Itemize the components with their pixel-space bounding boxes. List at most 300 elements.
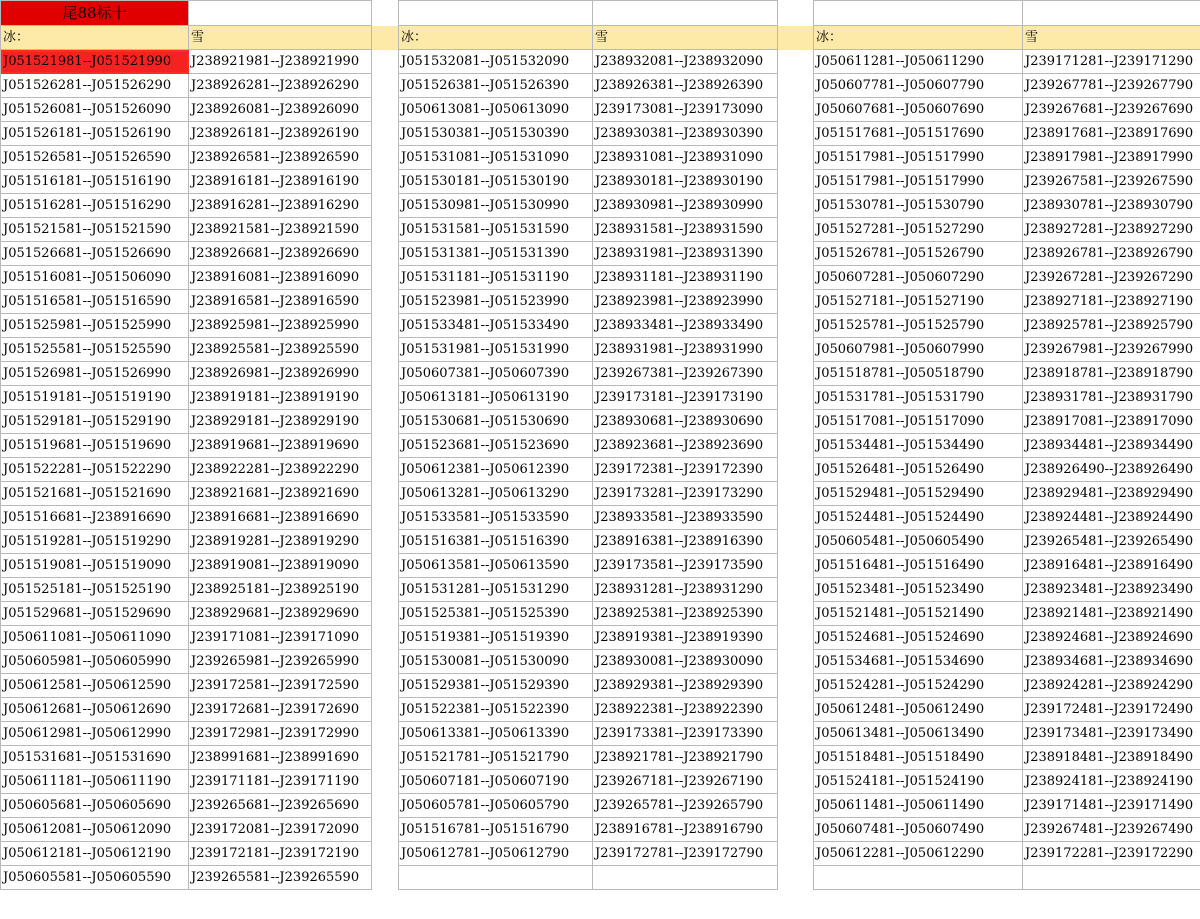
- snow-range-cell[interactable]: J238933481--J238933490: [593, 314, 778, 338]
- ice-range-cell[interactable]: J050607681--J050607690: [814, 98, 1023, 122]
- snow-range-cell[interactable]: J238926981--J238926990: [189, 362, 372, 386]
- header-snow-cell[interactable]: 雪: [593, 26, 778, 50]
- snow-range-cell[interactable]: J239265781--J239265790: [593, 794, 778, 818]
- snow-range-cell[interactable]: J238932081--J238932090: [593, 50, 778, 74]
- snow-range-cell[interactable]: J238921481--J238921490: [1023, 602, 1200, 626]
- ice-range-cell[interactable]: J051533481--J051533490: [399, 314, 593, 338]
- ice-range-cell[interactable]: J051516181--J051516190: [1, 170, 189, 194]
- gap-cell[interactable]: [372, 194, 399, 218]
- ice-range-cell[interactable]: J051526381--J051526390: [399, 74, 593, 98]
- snow-range-cell[interactable]: J238919081--J238919090: [189, 554, 372, 578]
- ice-range-cell[interactable]: J051521681--J051521690: [1, 482, 189, 506]
- gap-cell[interactable]: [778, 194, 814, 218]
- ice-range-cell[interactable]: J050612781--J050612790: [399, 842, 593, 866]
- ice-range-cell[interactable]: J050611081--J050611090: [1, 626, 189, 650]
- ice-range-cell[interactable]: J051522281--J051522290: [1, 458, 189, 482]
- ice-range-cell[interactable]: J051525581--J051525590: [1, 338, 189, 362]
- ice-range-cell[interactable]: J050612581--J050612590: [1, 674, 189, 698]
- gap-cell[interactable]: [372, 770, 399, 794]
- snow-range-cell[interactable]: J238927281--J238927290: [1023, 218, 1200, 242]
- snow-range-cell[interactable]: J238923681--J238923690: [593, 434, 778, 458]
- snow-range-cell[interactable]: J238930781--J238930790: [1023, 194, 1200, 218]
- snow-range-cell[interactable]: J238917681--J238917690: [1023, 122, 1200, 146]
- header-row: [1, 26, 1200, 50]
- snow-range-cell[interactable]: J238931581--J238931590: [593, 218, 778, 242]
- gap-cell[interactable]: [778, 458, 814, 482]
- ice-range-cell[interactable]: J051516581--J051516590: [1, 290, 189, 314]
- snow-range-cell[interactable]: J239267181--J239267190: [593, 770, 778, 794]
- gap-cell[interactable]: [778, 482, 814, 506]
- snow-range-cell[interactable]: J239265481--J239265490: [1023, 530, 1200, 554]
- snow-range-cell[interactable]: J239171281--J239171290: [1023, 50, 1200, 74]
- ice-range-cell[interactable]: J051523481--J051523490: [814, 578, 1023, 602]
- snow-range-cell[interactable]: J239172681--J239172690: [189, 698, 372, 722]
- snow-range-cell[interactable]: J239171181--J239171190: [189, 770, 372, 794]
- snow-range-cell[interactable]: J238924481--J238924490: [1023, 506, 1200, 530]
- snow-range-cell[interactable]: J238921981--J238921990: [189, 50, 372, 74]
- snow-range-cell[interactable]: J239172781--J239172790: [593, 842, 778, 866]
- ice-range-cell[interactable]: J050612681--J050612690: [1, 698, 189, 722]
- ice-range-cell[interactable]: J051532081--J051532090: [399, 50, 593, 74]
- ice-range-cell[interactable]: J051521781--J051521790: [399, 746, 593, 770]
- gap-cell[interactable]: [372, 842, 399, 866]
- gap-cell[interactable]: [372, 578, 399, 602]
- ice-range-cell[interactable]: J051516081--J051506090: [1, 266, 189, 290]
- snow-range-cell[interactable]: J238929681--J238929690: [189, 602, 372, 626]
- ice-range-cell[interactable]: J050605481--J050605490: [814, 530, 1023, 554]
- ice-range-cell[interactable]: J051534681--J051534690: [814, 650, 1023, 674]
- gap-cell[interactable]: [778, 794, 814, 818]
- gap-cell[interactable]: [372, 170, 399, 194]
- snow-range-cell[interactable]: J238919181--J238919190: [189, 386, 372, 410]
- snow-range-cell[interactable]: J238926081--J238926090: [189, 98, 372, 122]
- gap-cell[interactable]: [778, 74, 814, 98]
- ice-range-cell[interactable]: J051525781--J051525790: [814, 314, 1023, 338]
- snow-range-cell[interactable]: J238924281--J238924290: [1023, 674, 1200, 698]
- ice-range-cell[interactable]: J051527281--J051527290: [814, 218, 1023, 242]
- gap-cell[interactable]: [372, 602, 399, 626]
- snow-range-cell[interactable]: J238926281--J238926290: [189, 74, 372, 98]
- table-row: [1, 818, 1200, 842]
- gap-cell[interactable]: [778, 530, 814, 554]
- ice-range-cell[interactable]: J051526281--J051526290: [1, 74, 189, 98]
- ice-range-cell[interactable]: J050605781--J050605790: [399, 794, 593, 818]
- snow-range-cell[interactable]: J239172581--J239172590: [189, 674, 372, 698]
- gap-cell[interactable]: [372, 1, 399, 26]
- snow-range-cell[interactable]: J239267681--J239267690: [1023, 98, 1200, 122]
- snow-range-cell[interactable]: J238931781--J238931790: [1023, 386, 1200, 410]
- snow-range-cell[interactable]: J239267981--J239267990: [1023, 338, 1200, 362]
- ice-range-cell[interactable]: J051519181--J051519190: [1, 386, 189, 410]
- ice-range-cell[interactable]: J051516781--J051516790: [399, 818, 593, 842]
- gap-cell[interactable]: [372, 386, 399, 410]
- ice-range-cell[interactable]: J050607781--J050607790: [814, 74, 1023, 98]
- gap-cell[interactable]: [372, 506, 399, 530]
- snow-range-cell[interactable]: J239172381--J239172390: [593, 458, 778, 482]
- table-row: [1, 506, 1200, 530]
- ice-range-cell[interactable]: J051529681--J051529690: [1, 602, 189, 626]
- gap-cell[interactable]: [778, 506, 814, 530]
- snow-range-cell[interactable]: J238931281--J238931290: [593, 578, 778, 602]
- snow-range-cell[interactable]: J239265581--J239265590: [189, 866, 372, 890]
- gap-cell[interactable]: [778, 362, 814, 386]
- snow-range-cell[interactable]: J238921681--J238921690: [189, 482, 372, 506]
- snow-range-cell[interactable]: J238916081--J238916090: [189, 266, 372, 290]
- ice-range-cell[interactable]: J050612281--J050612290: [814, 842, 1023, 866]
- snow-range-cell[interactable]: J239172081--J239172090: [189, 818, 372, 842]
- ice-range-cell[interactable]: J051531181--J051531190: [399, 266, 593, 290]
- snow-range-cell[interactable]: J238931181--J238931190: [593, 266, 778, 290]
- snow-range-cell[interactable]: J238926490--J238926490: [1023, 458, 1200, 482]
- ice-range-cell[interactable]: J051525981--J051525990: [1, 314, 189, 338]
- snow-range-cell[interactable]: J239173181--J239173190: [593, 386, 778, 410]
- ice-range-cell[interactable]: J051531281--J051531290: [399, 578, 593, 602]
- ice-range-cell[interactable]: J050611481--J050611490: [814, 794, 1023, 818]
- snow-range-cell[interactable]: J239172981--J239172990: [189, 722, 372, 746]
- ice-range-cell[interactable]: J050613481--J050613490: [814, 722, 1023, 746]
- gap-cell[interactable]: [372, 266, 399, 290]
- ice-range-cell[interactable]: J051523681--J051523690: [399, 434, 593, 458]
- snow-range-cell[interactable]: J238917081--J238917090: [1023, 410, 1200, 434]
- snow-range-cell[interactable]: J239265981--J239265990: [189, 650, 372, 674]
- snow-range-cell[interactable]: J238933581--J238933590: [593, 506, 778, 530]
- snow-range-cell[interactable]: J239267381--J239267390: [593, 362, 778, 386]
- snow-range-cell[interactable]: J238930381--J238930390: [593, 122, 778, 146]
- ice-range-cell[interactable]: J051523981--J051523990: [399, 290, 593, 314]
- gap-cell[interactable]: [778, 386, 814, 410]
- gap-cell[interactable]: [778, 554, 814, 578]
- snow-range-cell[interactable]: J238919281--J238919290: [189, 530, 372, 554]
- ice-range-cell[interactable]: J051531681--J051531690: [1, 746, 189, 770]
- gap-cell[interactable]: [372, 74, 399, 98]
- gap-cell[interactable]: [372, 218, 399, 242]
- snow-range-cell[interactable]: J239267781--J239267790: [1023, 74, 1200, 98]
- ice-range-cell[interactable]: J050613181--J050613190: [399, 386, 593, 410]
- header-snow-cell[interactable]: 雪: [189, 26, 372, 50]
- snow-range-cell[interactable]: J238916281--J238916290: [189, 194, 372, 218]
- gap-cell[interactable]: [372, 794, 399, 818]
- snow-range-cell[interactable]: [593, 866, 778, 890]
- snow-range-cell[interactable]: J238918781--J238918790: [1023, 362, 1200, 386]
- gap-cell[interactable]: [778, 170, 814, 194]
- ice-range-cell[interactable]: J051517081--J051517090: [814, 410, 1023, 434]
- header-ice-cell[interactable]: 冰：: [1, 26, 189, 50]
- ice-range-cell[interactable]: J051516481--J051516490: [814, 554, 1023, 578]
- gap-cell[interactable]: [372, 530, 399, 554]
- gap-cell[interactable]: [778, 98, 814, 122]
- ice-range-cell[interactable]: J051517981--J051517990: [814, 170, 1023, 194]
- gap-cell[interactable]: [372, 482, 399, 506]
- snow-range-cell[interactable]: J239172481--J239172490: [1023, 698, 1200, 722]
- ice-range-cell[interactable]: J051524681--J051524690: [814, 626, 1023, 650]
- gap-cell[interactable]: [778, 650, 814, 674]
- ice-range-cell[interactable]: J051530781--J051530790: [814, 194, 1023, 218]
- gap-cell[interactable]: [372, 458, 399, 482]
- gap-cell[interactable]: [778, 1, 814, 26]
- ice-range-cell[interactable]: J050607281--J050607290: [814, 266, 1023, 290]
- ice-range-cell[interactable]: J051518481--J051518490: [814, 746, 1023, 770]
- empty-cell[interactable]: [189, 1, 372, 26]
- gap-cell[interactable]: [778, 746, 814, 770]
- snow-range-cell[interactable]: J238923981--J238923990: [593, 290, 778, 314]
- gap-cell[interactable]: [372, 314, 399, 338]
- snow-range-cell[interactable]: J239173481--J239173490: [1023, 722, 1200, 746]
- ice-range-cell[interactable]: J051530181--J051530190: [399, 170, 593, 194]
- snow-range-cell[interactable]: J238931981--J238931990: [593, 338, 778, 362]
- snow-range-cell[interactable]: J238919681--J238919690: [189, 434, 372, 458]
- snow-range-cell[interactable]: J239173381--J239173390: [593, 722, 778, 746]
- snow-range-cell[interactable]: J238923481--J238923490: [1023, 578, 1200, 602]
- ice-range-cell[interactable]: J051517981--J051517990: [814, 146, 1023, 170]
- gap-cell[interactable]: [778, 146, 814, 170]
- snow-range-cell[interactable]: J238930681--J238930690: [593, 410, 778, 434]
- ice-range-cell[interactable]: J050605581--J050605590: [1, 866, 189, 890]
- snow-range-cell[interactable]: J238916581--J238916590: [189, 290, 372, 314]
- snow-range-cell[interactable]: J238916481--J238916490: [1023, 554, 1200, 578]
- header-ice-cell[interactable]: 冰：: [399, 26, 593, 50]
- ice-range-cell[interactable]: J051531581--J051531590: [399, 218, 593, 242]
- snow-range-cell[interactable]: J239267481--J239267490: [1023, 818, 1200, 842]
- ice-range-cell[interactable]: [814, 866, 1023, 890]
- snow-range-cell[interactable]: J239172281--J239172290: [1023, 842, 1200, 866]
- snow-range-cell[interactable]: J238925381--J238925390: [593, 602, 778, 626]
- snow-range-cell[interactable]: J238926381--J238926390: [593, 74, 778, 98]
- ice-range-cell[interactable]: J051525181--J051525190: [1, 578, 189, 602]
- sheet-title-cell[interactable]: 尾88标十: [1, 1, 189, 26]
- gap-cell[interactable]: [372, 242, 399, 266]
- snow-range-cell[interactable]: J239267281--J239267290: [1023, 266, 1200, 290]
- snow-range-cell[interactable]: J238934681--J238934690: [1023, 650, 1200, 674]
- gap-cell[interactable]: [372, 722, 399, 746]
- ice-range-cell[interactable]: J050611281--J050611290: [814, 50, 1023, 74]
- gap-cell[interactable]: [778, 290, 814, 314]
- gap-cell[interactable]: [778, 842, 814, 866]
- gap-cell[interactable]: [778, 578, 814, 602]
- ice-range-cell[interactable]: J050612081--J050612090: [1, 818, 189, 842]
- ice-range-cell[interactable]: J050612181--J050612190: [1, 842, 189, 866]
- empty-cell[interactable]: [814, 1, 1023, 26]
- gap-cell[interactable]: [372, 410, 399, 434]
- ice-range-cell[interactable]: J051516381--J051516390: [399, 530, 593, 554]
- gap-cell[interactable]: [778, 122, 814, 146]
- ice-range-cell[interactable]: J051529381--J051529390: [399, 674, 593, 698]
- ice-range-cell[interactable]: [399, 866, 593, 890]
- ice-range-cell[interactable]: J050607481--J050607490: [814, 818, 1023, 842]
- ice-range-cell[interactable]: J050613381--J050613390: [399, 722, 593, 746]
- ice-range-cell[interactable]: J051530681--J051530690: [399, 410, 593, 434]
- ice-range-cell[interactable]: J050605981--J050605990: [1, 650, 189, 674]
- snow-range-cell[interactable]: J238924181--J238924190: [1023, 770, 1200, 794]
- gap-cell[interactable]: [778, 50, 814, 74]
- snow-range-cell[interactable]: J238991681--J238991690: [189, 746, 372, 770]
- selected-cell[interactable]: J051521981--J051521990: [1, 50, 189, 74]
- snow-range-cell[interactable]: J238916381--J238916390: [593, 530, 778, 554]
- snow-range-cell[interactable]: J238927181--J238927190: [1023, 290, 1200, 314]
- ice-range-cell[interactable]: J051524181--J051524190: [814, 770, 1023, 794]
- ice-range-cell[interactable]: J051521481--J051521490: [814, 602, 1023, 626]
- gap-cell[interactable]: [372, 650, 399, 674]
- snow-range-cell[interactable]: J238926781--J238926790: [1023, 242, 1200, 266]
- ice-range-cell[interactable]: J051526081--J051526090: [1, 98, 189, 122]
- ice-range-cell[interactable]: J051530081--J051530090: [399, 650, 593, 674]
- ice-range-cell[interactable]: J051530381--J051530390: [399, 122, 593, 146]
- gap-cell[interactable]: [372, 626, 399, 650]
- snow-range-cell[interactable]: J238925181--J238925190: [189, 578, 372, 602]
- empty-cell[interactable]: [399, 1, 593, 26]
- gap-cell[interactable]: [372, 434, 399, 458]
- ice-range-cell[interactable]: J050613081--J050613090: [399, 98, 593, 122]
- ice-range-cell[interactable]: J051516281--J051516290: [1, 194, 189, 218]
- snow-range-cell[interactable]: [1023, 866, 1200, 890]
- gap-cell[interactable]: [372, 674, 399, 698]
- gap-cell[interactable]: [778, 338, 814, 362]
- snow-range-cell[interactable]: J238929481--J238929490: [1023, 482, 1200, 506]
- snow-range-cell[interactable]: J238926581--J238926590: [189, 146, 372, 170]
- gap-cell[interactable]: [372, 122, 399, 146]
- snow-range-cell[interactable]: J239173281--J239173290: [593, 482, 778, 506]
- gap-cell[interactable]: [372, 50, 399, 74]
- ice-range-cell[interactable]: J050607381--J050607390: [399, 362, 593, 386]
- snow-range-cell[interactable]: J239173081--J239173090: [593, 98, 778, 122]
- ice-range-cell[interactable]: J051526181--J051526190: [1, 122, 189, 146]
- ice-range-cell[interactable]: J051524481--J051524490: [814, 506, 1023, 530]
- ice-range-cell[interactable]: J050612481--J050612490: [814, 698, 1023, 722]
- gap-cell[interactable]: [778, 770, 814, 794]
- ice-range-cell[interactable]: J051526781--J051526790: [814, 242, 1023, 266]
- ice-range-cell[interactable]: J051525381--J051525390: [399, 602, 593, 626]
- ice-range-cell[interactable]: J051516681--J238916690: [1, 506, 189, 530]
- snow-range-cell[interactable]: J238916681--J238916690: [189, 506, 372, 530]
- empty-cell[interactable]: [1023, 1, 1200, 26]
- snow-range-cell[interactable]: J238930981--J238930990: [593, 194, 778, 218]
- ice-range-cell[interactable]: J050607181--J050607190: [399, 770, 593, 794]
- snow-range-cell[interactable]: J238929381--J238929390: [593, 674, 778, 698]
- snow-range-cell[interactable]: J239265681--J239265690: [189, 794, 372, 818]
- ice-range-cell[interactable]: J051531781--J051531790: [814, 386, 1023, 410]
- snow-range-cell[interactable]: J238930081--J238930090: [593, 650, 778, 674]
- gap-cell[interactable]: [372, 338, 399, 362]
- snow-range-cell[interactable]: J238925981--J238925990: [189, 314, 372, 338]
- gap-cell[interactable]: [778, 626, 814, 650]
- ice-range-cell[interactable]: J051517681--J051517690: [814, 122, 1023, 146]
- ice-range-cell[interactable]: J051530981--J051530990: [399, 194, 593, 218]
- snow-range-cell[interactable]: J238918481--J238918490: [1023, 746, 1200, 770]
- snow-range-cell[interactable]: J238934481--J238934490: [1023, 434, 1200, 458]
- ice-range-cell[interactable]: J051531081--J051531090: [399, 146, 593, 170]
- ice-range-cell[interactable]: J051527181--J051527190: [814, 290, 1023, 314]
- ice-range-cell[interactable]: J051518781--J050518790: [814, 362, 1023, 386]
- gap-cell[interactable]: [778, 218, 814, 242]
- ice-range-cell[interactable]: J051522381--J051522390: [399, 698, 593, 722]
- ice-range-cell[interactable]: J051526681--J051526690: [1, 242, 189, 266]
- snow-range-cell[interactable]: J238922281--J238922290: [189, 458, 372, 482]
- snow-range-cell[interactable]: J239267581--J239267590: [1023, 170, 1200, 194]
- snow-range-cell[interactable]: J238926181--J238926190: [189, 122, 372, 146]
- ice-range-cell[interactable]: J050605681--J050605690: [1, 794, 189, 818]
- gap-cell[interactable]: [372, 698, 399, 722]
- header-snow-cell[interactable]: 雪: [1023, 26, 1200, 50]
- gap-cell[interactable]: [778, 722, 814, 746]
- gap-cell[interactable]: [778, 674, 814, 698]
- gap-cell[interactable]: [778, 602, 814, 626]
- gap-cell[interactable]: [372, 554, 399, 578]
- ice-range-cell[interactable]: J051519381--J051519390: [399, 626, 593, 650]
- gap-cell[interactable]: [778, 242, 814, 266]
- gap-cell[interactable]: [778, 698, 814, 722]
- snow-range-cell[interactable]: J238921581--J238921590: [189, 218, 372, 242]
- snow-range-cell[interactable]: J239171081--J239171090: [189, 626, 372, 650]
- gap-cell[interactable]: [778, 410, 814, 434]
- ice-range-cell[interactable]: J051531981--J051531990: [399, 338, 593, 362]
- ice-range-cell[interactable]: J051524281--J051524290: [814, 674, 1023, 698]
- gap-cell[interactable]: [372, 866, 399, 890]
- ice-range-cell[interactable]: J051519281--J051519290: [1, 530, 189, 554]
- ice-range-cell[interactable]: J051519081--J051519090: [1, 554, 189, 578]
- ice-range-cell[interactable]: J050611181--J050611190: [1, 770, 189, 794]
- gap-cell[interactable]: [778, 818, 814, 842]
- gap-cell[interactable]: [778, 314, 814, 338]
- ice-range-cell[interactable]: J051519681--J051519690: [1, 434, 189, 458]
- snow-range-cell[interactable]: J238929181--J238929190: [189, 410, 372, 434]
- ice-range-cell[interactable]: J051529181--J051529190: [1, 410, 189, 434]
- ice-range-cell[interactable]: J051533581--J051533590: [399, 506, 593, 530]
- ice-range-cell[interactable]: J051521581--J051521590: [1, 218, 189, 242]
- ice-range-cell[interactable]: J050607981--J050607990: [814, 338, 1023, 362]
- snow-range-cell[interactable]: J238931981--J238931390: [593, 242, 778, 266]
- gap-cell[interactable]: [778, 266, 814, 290]
- ice-range-cell[interactable]: J051526481--J051526490: [814, 458, 1023, 482]
- ice-range-cell[interactable]: J050612981--J050612990: [1, 722, 189, 746]
- snow-range-cell[interactable]: J239172181--J239172190: [189, 842, 372, 866]
- snow-range-cell[interactable]: J238925581--J238925590: [189, 338, 372, 362]
- snow-range-cell[interactable]: J239173581--J239173590: [593, 554, 778, 578]
- snow-range-cell[interactable]: J238926681--J238926690: [189, 242, 372, 266]
- table-row: [1, 338, 1200, 362]
- gap-cell[interactable]: [372, 362, 399, 386]
- snow-range-cell[interactable]: J238922381--J238922390: [593, 698, 778, 722]
- snow-range-cell[interactable]: J238916781--J238916790: [593, 818, 778, 842]
- ice-range-cell[interactable]: J050613581--J050613590: [399, 554, 593, 578]
- snow-range-cell[interactable]: J238925781--J238925790: [1023, 314, 1200, 338]
- snow-range-cell[interactable]: J238924681--J238924690: [1023, 626, 1200, 650]
- ice-range-cell[interactable]: J051529481--J051529490: [814, 482, 1023, 506]
- ice-range-cell[interactable]: J050612381--J050612390: [399, 458, 593, 482]
- gap-cell[interactable]: [372, 146, 399, 170]
- gap-cell[interactable]: [778, 434, 814, 458]
- gap-cell[interactable]: [372, 26, 399, 50]
- ice-range-cell[interactable]: J051526581--J051526590: [1, 146, 189, 170]
- snow-range-cell[interactable]: J238919381--J238919390: [593, 626, 778, 650]
- header-ice-cell[interactable]: 冰：: [814, 26, 1023, 50]
- gap-cell[interactable]: [372, 98, 399, 122]
- snow-range-cell[interactable]: J238917981--J238917990: [1023, 146, 1200, 170]
- snow-range-cell[interactable]: J238916181--J238916190: [189, 170, 372, 194]
- ice-range-cell[interactable]: J050613281--J050613290: [399, 482, 593, 506]
- gap-cell[interactable]: [778, 866, 814, 890]
- snow-range-cell[interactable]: J238931081--J238931090: [593, 146, 778, 170]
- empty-cell[interactable]: [593, 1, 778, 26]
- ice-range-cell[interactable]: J051534481--J051534490: [814, 434, 1023, 458]
- gap-cell[interactable]: [372, 746, 399, 770]
- gap-cell[interactable]: [372, 290, 399, 314]
- ice-range-cell[interactable]: J051531381--J051531390: [399, 242, 593, 266]
- gap-cell[interactable]: [778, 26, 814, 50]
- snow-range-cell[interactable]: J239171481--J239171490: [1023, 794, 1200, 818]
- gap-cell[interactable]: [372, 818, 399, 842]
- ice-range-cell[interactable]: J051526981--J051526990: [1, 362, 189, 386]
- snow-range-cell[interactable]: J238921781--J238921790: [593, 746, 778, 770]
- snow-range-cell[interactable]: J238930181--J238930190: [593, 170, 778, 194]
